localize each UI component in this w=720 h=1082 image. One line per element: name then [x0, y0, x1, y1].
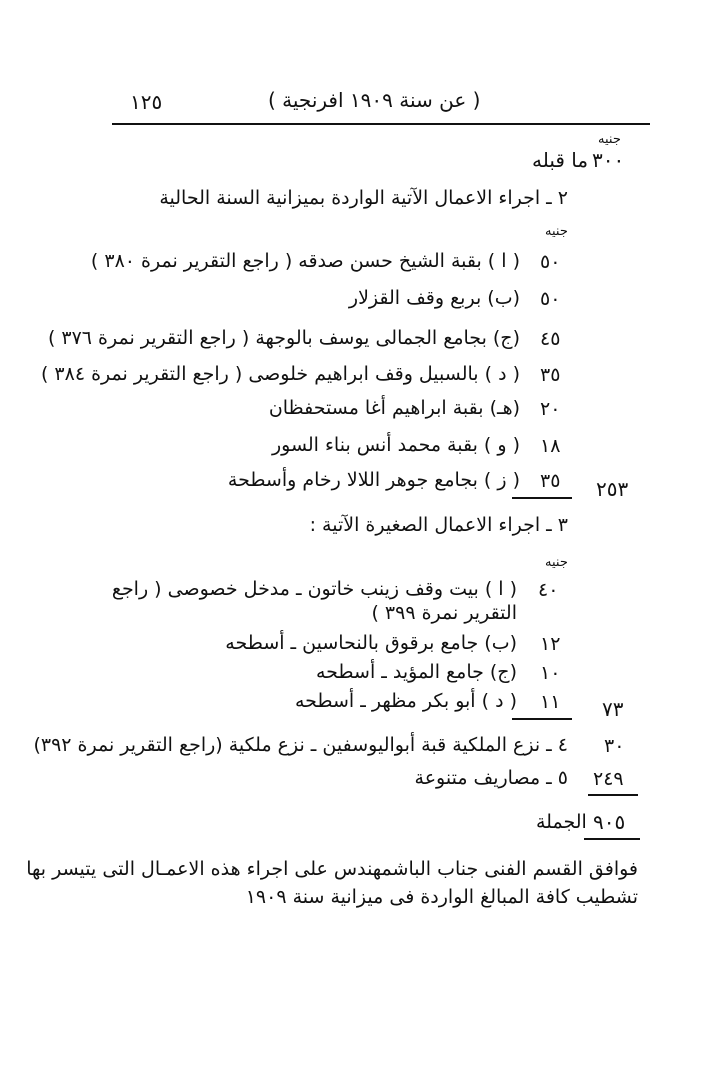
grand-total-amount: ٩٠٥	[593, 810, 626, 834]
page-number: ١٢٥	[130, 90, 163, 114]
section3-amount: ١١	[540, 691, 561, 713]
section3-currency: جنيه	[545, 555, 568, 570]
section4-text: ٤ ـ نزع الملكية قبة أبواليوسفين ـ نزع ملكية (راجع التقرير نمرة ٣٩٢)	[33, 734, 568, 756]
section3-item: (ج) جامع المؤيد ـ أسطحه	[315, 661, 517, 683]
subtotal-rule	[512, 718, 572, 720]
section2-item: ( ا ) بقبة الشيخ حسن صدقه ( راجع التقرير نمرة ٣٨٠ )	[90, 250, 520, 272]
section2-item: ( د ) بالسبيل وقف ابراهيم خلوصى ( راجع التقرير نمرة ٣٨٤ )	[40, 363, 520, 385]
section2-item: ( ز ) بجامع جوهر اللالا رخام وأسطحة	[227, 469, 520, 491]
section3-amount: ٤٠	[538, 579, 559, 601]
footer-line-1: فوافق القسم الفنى جناب الباشمهندس على اجراء هذه الاعمـال التى يتيسر بها	[26, 858, 638, 880]
carried-amount: ٣٠٠	[592, 148, 625, 172]
section2-total: ٢٥٣	[596, 477, 629, 501]
section3-amount: ١٠	[540, 662, 561, 684]
section2-amount: ٣٥	[540, 470, 561, 492]
section3-total: ٧٣	[602, 697, 624, 721]
section2-amount: ٣٥	[540, 364, 561, 386]
grand-total-label: الجملة	[536, 811, 587, 833]
footer-line-2: تشطيب كافة المبالغ الواردة فى ميزانية سنة ١٩٠٩	[245, 886, 638, 908]
section3-amount: ١٢	[540, 633, 561, 655]
section2-amount: ٤٥	[540, 328, 561, 350]
section2-title: ٢ ـ اجراء الاعمال الآتية الواردة بميزانية السنة الحالية	[159, 187, 568, 209]
section2-item: (ج) بجامع الجمالى يوسف بالوجهة ( راجع التقرير نمرة ٣٧٦ )	[47, 327, 520, 349]
section2-amount: ٢٠	[540, 398, 561, 420]
header-rule	[112, 123, 650, 125]
subtotal-rule	[512, 497, 572, 499]
section3-title: ٣ ـ اجراء الاعمال الصغيرة الآتية :	[309, 514, 568, 536]
section3-item: ( ا ) بيت وقف زينب خاتون ـ مدخل خصوصى ( راجع	[111, 578, 517, 600]
section4-amount: ٣٠	[604, 735, 625, 757]
grand-total-rule	[584, 838, 640, 840]
currency-label: جنيه	[598, 132, 621, 147]
running-title: ( عن سنة ١٩٠٩ افرنجية )	[268, 88, 481, 112]
section2-item: ( و ) بقبة محمد أنس بناء السور	[271, 434, 520, 456]
section3-item-continuation: التقرير نمرة ٣٩٩ )	[371, 602, 517, 624]
section2-item: (هـ) بقبة ابراهيم أغا مستحفظان	[268, 397, 520, 419]
carried-label: ما قبله	[532, 148, 589, 172]
section3-item: (ب) جامع برقوق بالنحاسين ـ أسطحه	[225, 632, 517, 654]
section3-item: ( د ) أبو بكر مظهر ـ أسطحه	[294, 690, 517, 712]
section2-currency: جنيه	[545, 224, 568, 239]
section5-amount: ٢٤٩	[593, 768, 624, 790]
section2-amount: ٥٠	[540, 288, 561, 310]
section2-item: (ب) بربع وقف القزلار	[348, 287, 520, 309]
section2-amount: ١٨	[540, 435, 561, 457]
section2-amount: ٥٠	[540, 251, 561, 273]
section5-text: ٥ ـ مصاريف متنوعة	[414, 767, 568, 789]
total-rule	[588, 794, 638, 796]
